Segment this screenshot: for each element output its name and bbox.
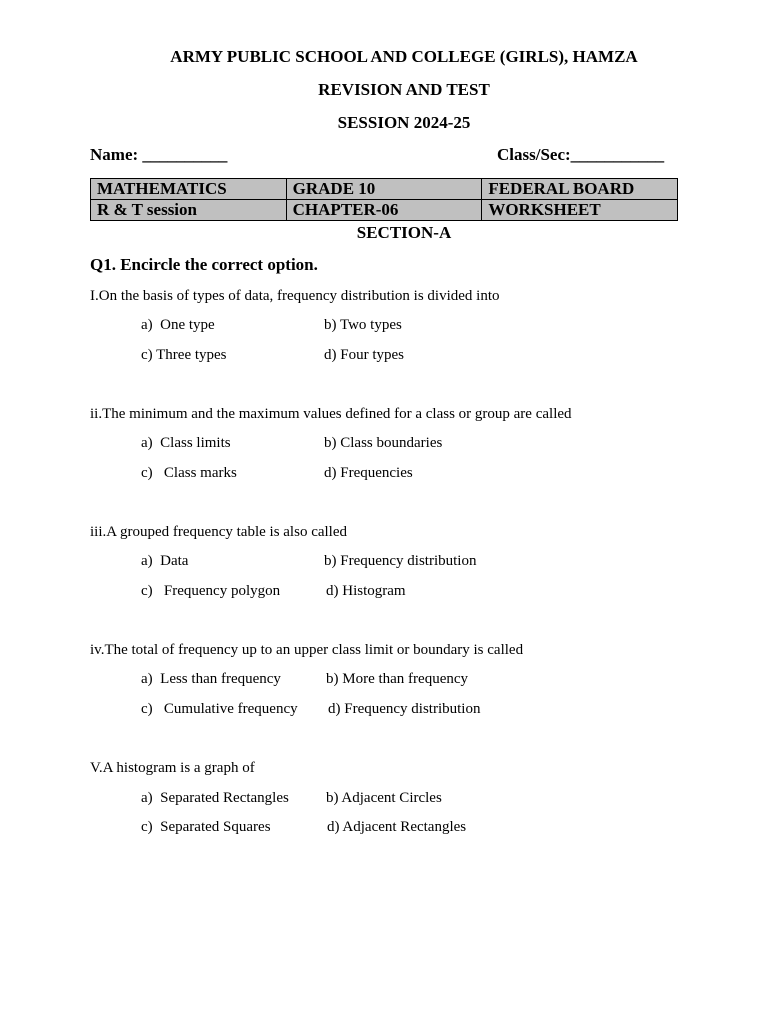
name-field: Name: __________ (90, 145, 228, 164)
mcq-option-c: c) Frequency polygon (141, 583, 281, 599)
info-row (91, 179, 678, 200)
mcq-question: I.On the basis of types of data, frequency distribution is divided into (90, 288, 500, 304)
mcq-option-b: b) Adjacent Circles (326, 790, 442, 806)
revision-heading: REVISION AND TEST (318, 80, 490, 99)
mcq-option-c: c) Three types (141, 347, 227, 363)
mcq-option-d: d) Four types (324, 347, 404, 363)
mcq-option-a: a) Class limits (141, 435, 231, 451)
mcq-option-a: a) Less than frequency (141, 671, 281, 687)
mcq-question: iv.The total of frequency up to an upper class limit or boundary is called (90, 642, 524, 658)
mcq-option-d: d) Frequencies (324, 465, 413, 481)
info-row (91, 200, 678, 221)
mcq-option-d: d) Adjacent Rectangles (327, 819, 467, 835)
mcq-option-b: b) Frequency distribution (324, 553, 477, 569)
mcq-option-a: a) One type (141, 317, 215, 333)
mcq-option-d: d) Histogram (326, 583, 406, 599)
worksheet-cell: WORKSHEET (482, 200, 678, 221)
mcq-option-c: c) Separated Squares (141, 819, 271, 835)
mcq-option-a: a) Data (141, 553, 189, 569)
mcq-option-a: a) Separated Rectangles (141, 790, 289, 806)
mcq-option-b: b) Class boundaries (324, 435, 443, 451)
session-heading: SESSION 2024-25 (337, 113, 471, 132)
mcq-option-d: d) Frequency distribution (328, 701, 481, 717)
mcq-question: iii.A grouped frequency table is also called (90, 524, 347, 540)
mcq-question: ii.The minimum and the maximum values defined for a class or group are called (90, 406, 572, 422)
school-name: ARMY PUBLIC SCHOOL AND COLLEGE (GIRLS), HAMZA (170, 47, 638, 66)
mcq-option-c: c) Cumulative frequency (141, 701, 298, 717)
class-section-field: Class/Sec:___________ (497, 145, 665, 164)
board-cell: FEDERAL BOARD (482, 179, 678, 200)
subject-cell: MATHEMATICS (91, 179, 287, 200)
section-heading: SECTION-A (356, 223, 452, 242)
question-1-title: Q1. Encircle the correct option. (90, 255, 318, 274)
info-table (90, 178, 678, 221)
mcq-option-b: b) Two types (324, 317, 402, 333)
session-type-cell: R & T session (91, 200, 287, 221)
mcq-option-c: c) Class marks (141, 465, 237, 481)
chapter-cell: CHAPTER-06 (286, 200, 482, 221)
mcq-option-b: b) More than frequency (326, 671, 469, 687)
grade-cell: GRADE 10 (286, 179, 482, 200)
mcq-question: V.A histogram is a graph of (90, 760, 255, 776)
